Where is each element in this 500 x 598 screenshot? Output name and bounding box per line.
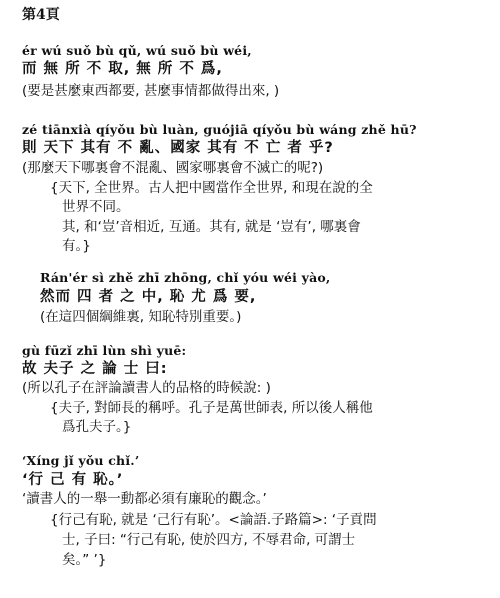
chinese-line-5: ‘行 己 有 恥。’ [22, 472, 124, 488]
note-line: 矣。” ’} [62, 552, 107, 568]
pinyin-line-3: Rán'ér sì zhě zhī zhōng, chǐ yóu wéi yào, [40, 270, 331, 285]
note-line: 有。} [62, 238, 91, 254]
translation-line-4: (所以孔子在評論讀書人的品格的時候說: ) [22, 380, 271, 396]
note-line: {夫子, 對師長的稱呼。孔子是萬世師表, 所以後人稱他 [50, 400, 373, 416]
note-line: {天下, 全世界。古人把中國當作全世界, 和現在說的全 [50, 180, 373, 196]
chinese-line-4: 故 夫子 之 論 士 曰: [22, 361, 168, 377]
translation-line-1: (要是甚麼東西都要, 甚麼事情都做得出來, ) [22, 83, 280, 99]
chinese-line-1: 而 無 所 不 取, 無 所 不 爲, [22, 61, 223, 77]
note-line: 士, 子曰: “行己有恥, 使於四方, 不辱君命, 可謂士 [62, 532, 356, 548]
chinese-line-2: 則 天下 其有 不 亂、國家 其有 不 亡 者 乎? [22, 140, 334, 156]
pinyin-line-2: zé tiānxià qíyǒu bù luàn, guójiā qíyǒu bù wáng zhě hū? [22, 122, 417, 137]
pinyin-line-5: ‘Xíng jǐ yǒu chǐ.’ [22, 453, 140, 468]
page-number-header: 第4頁 [22, 7, 60, 23]
note-line: {行己有恥, 就是 ‘己行有恥’。<論語.子路篇>: ‘子貢問 [50, 512, 377, 528]
note-line: 其, 和‘豈’音相近, 互通。其有, 就是 ‘豈有’, 哪裏會 [62, 219, 361, 235]
translation-line-3: (在這四個綱維裏, 知恥特別重要。) [40, 309, 242, 325]
pinyin-line-4: gù fūzǐ zhī lùn shì yuē: [22, 343, 187, 358]
translation-line-5: ‘讀書人的一舉一動都必須有廉恥的觀念。’ [22, 491, 267, 507]
pinyin-line-1: ér wú suǒ bù qǔ, wú suǒ bù wéi, [22, 43, 252, 58]
note-line: 世界不同。 [62, 199, 130, 215]
note-line: 爲孔夫子。} [62, 419, 132, 435]
chinese-line-3: 然而 四 者 之 中, 恥 尤 爲 要, [40, 289, 257, 305]
translation-line-2: (那麼天下哪裏會不混亂、國家哪裏會不滅亡的呢?) [22, 160, 324, 176]
